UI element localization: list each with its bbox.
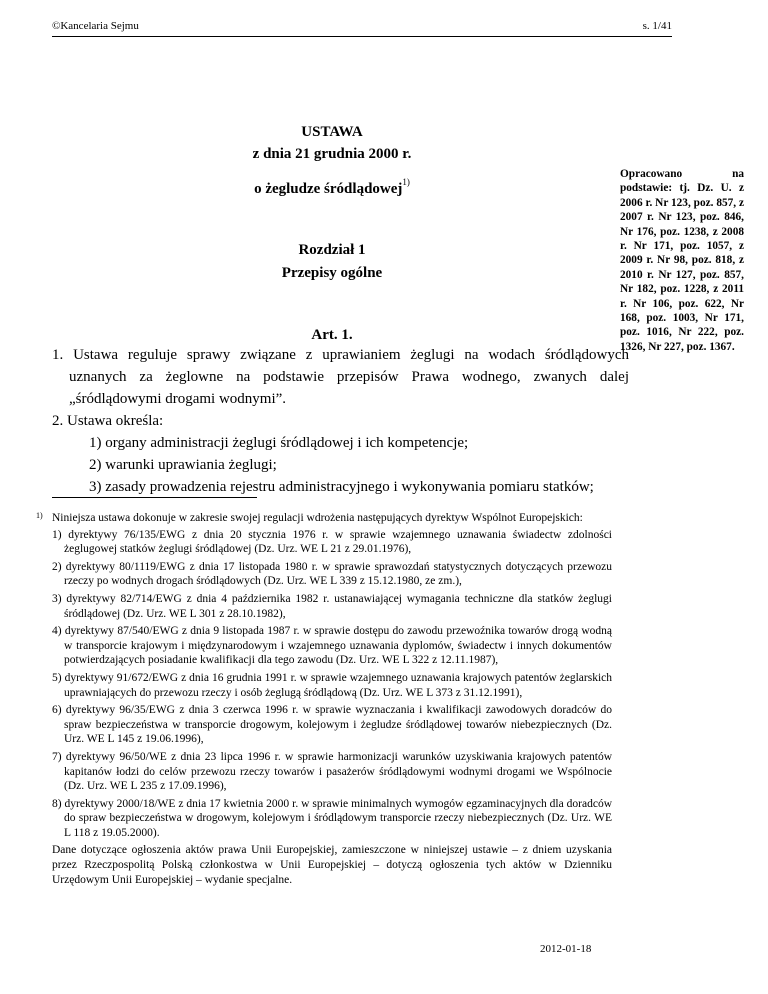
list-item: 2) warunki uprawiania żeglugi; bbox=[89, 457, 277, 473]
footnote-divider bbox=[52, 497, 257, 498]
page-header bbox=[52, 18, 672, 37]
document-date: 2012-01-18 bbox=[540, 943, 592, 955]
article-paragraph-2: 2. Ustawa określa: bbox=[52, 413, 164, 429]
footnote-item: 1) dyrektywy 76/135/EWG z dnia 20 stycznia 1976 r. w sprawie wzajemnego uznawania świadectw zdolności żeglugowej statków żeglugi śródlądowej (Dz. Urz. WE L 21 z 29.01.1976), bbox=[52, 528, 612, 556]
publisher-label: ©Kancelaria Sejmu bbox=[52, 20, 139, 32]
act-subject bbox=[52, 177, 612, 198]
article-paragraph-1: 1. Ustawa reguluje sprawy związane z uprawianiem żeglugi na wodach śródlądowych uznanych za żeglowne na podstawie przepisów Prawa wodnego, zwanych dalej „śródlądowymi drogami wodnymi”. bbox=[52, 347, 629, 407]
footnote-item: 6) dyrektywy 96/35/EWG z dnia 3 czerwca 1996 r. w sprawie wyznaczania i kwalifikacji zawodowych doradców do spraw bezpieczeństwa w transporcie drogowym, kolejowym i żegludze śródlądowej towarów niebezpiecznych (Dz. Urz. WE L 145 z 19.06.1996), bbox=[52, 704, 612, 746]
footnote-item: 4) dyrektywy 87/540/EWG z dnia 9 listopada 1987 r. w sprawie dostępu do zawodu przewoźnika towarów drogą wodną w transporcie krajowym i międzynarodowym i wzajemnego uznawania dyplomów, świadectw i innych dokumentów potwierdzających posiadanie kwalifikacji dla tego zawodu (Dz. Urz. WE L 322 z 12.11.1987), bbox=[52, 625, 612, 667]
footnote-mark: 1) bbox=[36, 511, 43, 520]
footnote-item: 2) dyrektywy 80/1119/EWG z dnia 17 listopada 1980 r. w sprawie sprawozdań statystycznych dotyczących przewozu rzeczy po wodnych drogach śródlądowych (Dz. Urz. WE L 339 z 15.12.1980, ze zm.), bbox=[52, 560, 612, 588]
act-type-heading: USTAWA bbox=[301, 124, 363, 140]
footnote-item: 7) dyrektywy 96/50/WE z dnia 23 lipca 1996 r. w sprawie harmonizacji warunków uzyskiwania krajowych patentów kapitanów łodzi do celów przewozu rzeczy towarów i pasażerów śródlądowymi wodnymi drogami we Wspólnocie (Dz. Urz. WE L 235 z 17.09.1996), bbox=[52, 750, 612, 793]
chapter-title: Przepisy ogólne bbox=[281, 265, 383, 281]
list-item: 1) organy administracji żeglugi śródlądowej i ich kompetencje; bbox=[89, 435, 469, 451]
footnote-closing: Dane dotyczące ogłoszenia aktów prawa Unii Europejskiej, zamieszczone w niniejszej ustawie – z dniem uzyskania przez Rzeczpospolitą Polską członkostwa w Unii Europejskiej – dotyczą ogłoszenia tych aktów w Dzienniku Urzędowym Unii Europejskiej – wydanie specjalne. bbox=[52, 844, 612, 886]
source-sidenote: Opracowano na podstawie: tj. Dz. U. z 2006 r. Nr 123, poz. 857, z 2007 r. Nr 123, poz. 846, Nr 176, poz. 1238, z 2008 r. Nr 171, poz. 1057, z 2009 r. Nr 98, poz. 818, z 2010 r. Nr 127, poz. 857, Nr 182, poz. 1228, z 2011 r. Nr 106, poz. 622, Nr 168, poz. 1003, Nr 171, poz. 1016, Nr 222, poz. 1326, Nr 227, poz. 1367. bbox=[620, 168, 744, 353]
footnote-ref[interactable]: 1) bbox=[402, 177, 410, 187]
footnote-item: 8) dyrektywy 2000/18/WE z dnia 17 kwietnia 2000 r. w sprawie minimalnych wymogów egzaminacyjnych dla doradców do spraw bezpieczeństwa w drogowym, kolejowym i śródlądowym transporcie rzeczy niebezpiecznych (Dz. Urz. WE L 118 z 19.05.2000). bbox=[52, 797, 612, 839]
page-number: s. 1/41 bbox=[642, 20, 672, 32]
footnote-item: 3) dyrektywy 82/714/EWG z dnia 4 października 1982 r. ustanawiającej wymagania techniczne dla statków żeglugi śródlądowej (Dz. Urz. WE L 301 z 28.10.1982), bbox=[52, 592, 612, 620]
article-label: Art. 1. bbox=[311, 327, 353, 343]
act-date: z dnia 21 grudnia 2000 r. bbox=[252, 146, 412, 162]
chapter-number: Rozdział 1 bbox=[298, 242, 366, 258]
act-subject-text: o żegludze śródlądowej bbox=[254, 181, 403, 197]
footnote-item: 5) dyrektywy 91/672/EWG z dnia 16 grudnia 1991 r. w sprawie wzajemnego uznawania krajowych patentów żeglarskich uprawniających do przewozu rzeczy i osób żeglugą śródlądową (Dz. Urz. WE L 373 z 31.12.1991), bbox=[52, 671, 612, 699]
footnote-intro: Niniejsza ustawa dokonuje w zakresie swojej regulacji wdrożenia następujących dyrektyw Wspólnot Europejskich: bbox=[52, 512, 583, 524]
list-item: 3) zasady prowadzenia rejestru administracyjnego i wykonywania pomiaru statków; bbox=[89, 479, 594, 495]
footnote bbox=[36, 511, 612, 887]
